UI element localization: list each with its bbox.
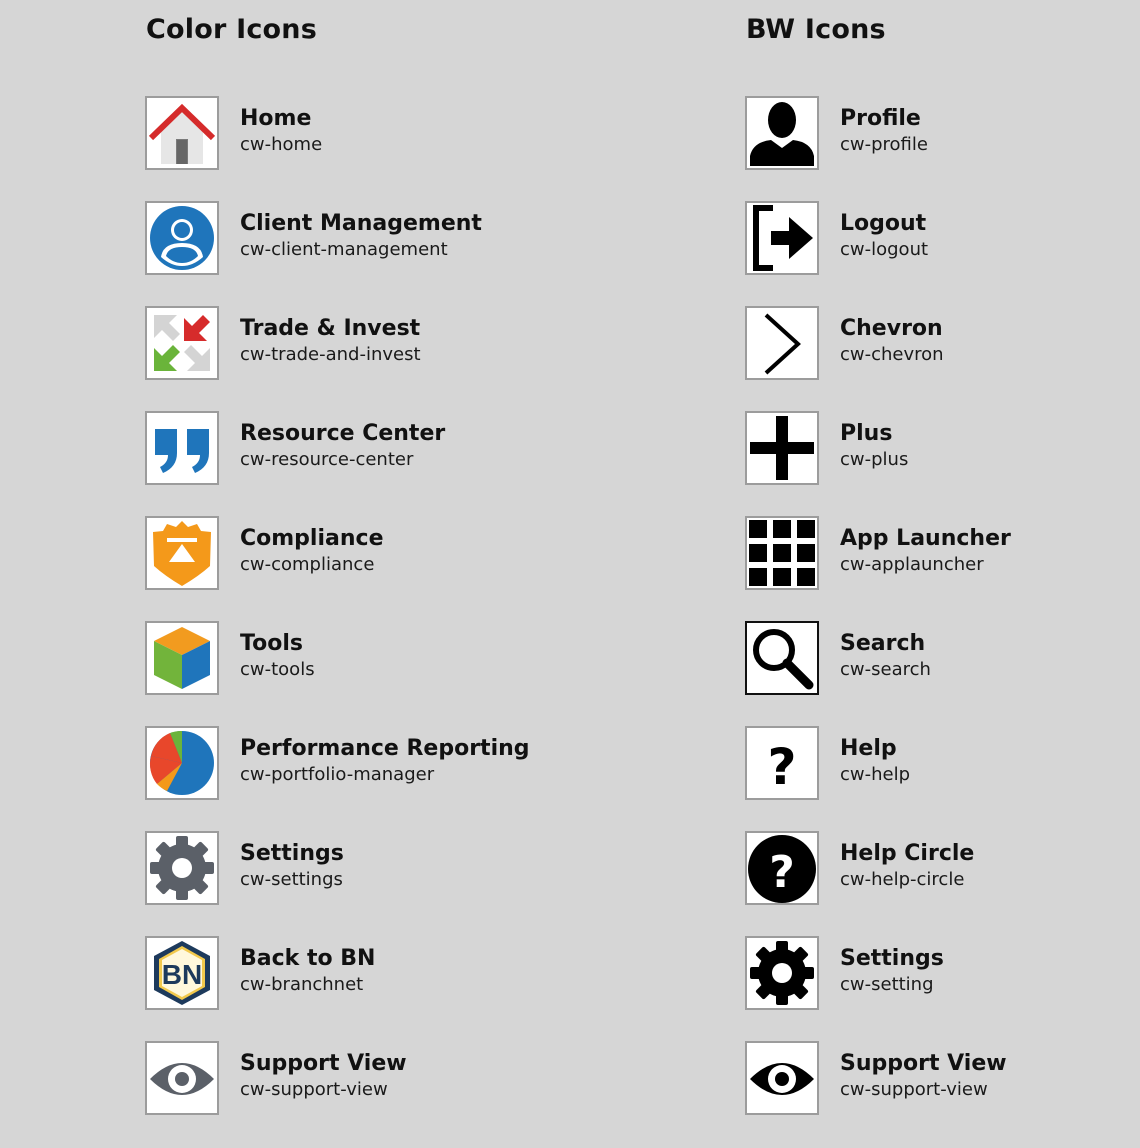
- search-icon: [745, 621, 819, 695]
- item-name: Home: [240, 106, 312, 131]
- eye-icon: [145, 1041, 219, 1115]
- item-class-name: cw-support-view: [840, 1079, 988, 1100]
- bw-icon-item-profile: [745, 96, 1125, 170]
- color-icon-item-back-to-bn: [145, 936, 525, 1010]
- gear-icon: [745, 936, 819, 1010]
- item-name: Client Management: [240, 211, 482, 236]
- item-class-name: cw-compliance: [240, 554, 375, 575]
- item-name: Chevron: [840, 316, 943, 341]
- gear-icon: [145, 831, 219, 905]
- bn-badge-icon: [145, 936, 219, 1010]
- item-name: Resource Center: [240, 421, 446, 446]
- item-class-name: cw-resource-center: [240, 449, 414, 470]
- color-icon-item-tools: [145, 621, 525, 695]
- bw-icon-item-chevron: [745, 306, 1125, 380]
- item-class-name: cw-trade-and-invest: [240, 344, 421, 365]
- item-name: Settings: [240, 841, 344, 866]
- bw-icons-title: BW Icons: [746, 14, 886, 45]
- bw-icon-item-app-launcher: [745, 516, 1125, 590]
- item-class-name: cw-portfolio-manager: [240, 764, 435, 785]
- svg-text:?: ?: [769, 847, 795, 898]
- question-circle-icon: [745, 831, 819, 905]
- eye-icon: [745, 1041, 819, 1115]
- item-class-name: cw-client-management: [240, 239, 448, 260]
- logout-icon: [745, 201, 819, 275]
- item-name: Tools: [240, 631, 303, 656]
- color-icon-item-client-management: [145, 201, 525, 275]
- user-circle-icon: [145, 201, 219, 275]
- quote-icon: [145, 411, 219, 485]
- item-class-name: cw-settings: [240, 869, 343, 890]
- item-class-name: cw-support-view: [240, 1079, 388, 1100]
- item-class-name: cw-setting: [840, 974, 934, 995]
- item-class-name: cw-search: [840, 659, 931, 680]
- item-name: Performance Reporting: [240, 736, 530, 761]
- bw-icon-item-search: [745, 621, 1125, 695]
- color-icon-item-performance-reporting: [145, 726, 530, 800]
- item-name: App Launcher: [840, 526, 1011, 551]
- item-class-name: cw-chevron: [840, 344, 944, 365]
- bw-icon-item-logout: [745, 201, 1125, 275]
- color-icon-item-settings: [145, 831, 525, 905]
- item-name: Support View: [840, 1051, 1007, 1076]
- item-class-name: cw-branchnet: [240, 974, 364, 995]
- cube-icon: [145, 621, 219, 695]
- item-class-name: cw-home: [240, 134, 323, 155]
- color-icon-item-support-view: [145, 1041, 525, 1115]
- svg-text:BN: BN: [161, 959, 203, 990]
- profile-icon: [745, 96, 819, 170]
- bw-icon-item-plus: [745, 411, 1125, 485]
- svg-text:?: ?: [767, 738, 797, 796]
- item-name: Help Circle: [840, 841, 975, 866]
- item-class-name: cw-help-circle: [840, 869, 965, 890]
- item-class-name: cw-help: [840, 764, 911, 785]
- pie-chart-icon: [145, 726, 219, 800]
- item-class-name: cw-profile: [840, 134, 928, 155]
- color-icon-item-compliance: [145, 516, 525, 590]
- bw-icon-item-support-view: [745, 1041, 1125, 1115]
- shield-icon: [145, 516, 219, 590]
- item-name: Trade & Invest: [240, 316, 421, 341]
- item-class-name: cw-logout: [840, 239, 929, 260]
- item-name: Settings: [840, 946, 944, 971]
- question-icon: [745, 726, 819, 800]
- item-class-name: cw-plus: [840, 449, 909, 470]
- item-name: Profile: [840, 106, 921, 131]
- home-icon: [145, 96, 219, 170]
- item-name: Search: [840, 631, 926, 656]
- chevron-right-icon: [745, 306, 819, 380]
- item-class-name: cw-tools: [240, 659, 315, 680]
- item-name: Logout: [840, 211, 927, 236]
- color-icon-item-home: [145, 96, 525, 170]
- item-name: Back to BN: [240, 946, 376, 971]
- bw-icon-item-help: [745, 726, 1125, 800]
- bw-icon-item-settings: [745, 936, 1125, 1010]
- trade-arrows-icon: [145, 306, 219, 380]
- item-name: Plus: [840, 421, 893, 446]
- item-class-name: cw-applauncher: [840, 554, 984, 575]
- item-name: Help: [840, 736, 897, 761]
- color-icon-item-trade-and-invest: [145, 306, 525, 380]
- grid-icon: [745, 516, 819, 590]
- item-name: Compliance: [240, 526, 384, 551]
- plus-icon: [745, 411, 819, 485]
- item-name: Support View: [240, 1051, 407, 1076]
- color-icon-item-resource-center: [145, 411, 525, 485]
- color-icons-title: Color Icons: [146, 14, 317, 45]
- bw-icon-item-help-circle: [745, 831, 1125, 905]
